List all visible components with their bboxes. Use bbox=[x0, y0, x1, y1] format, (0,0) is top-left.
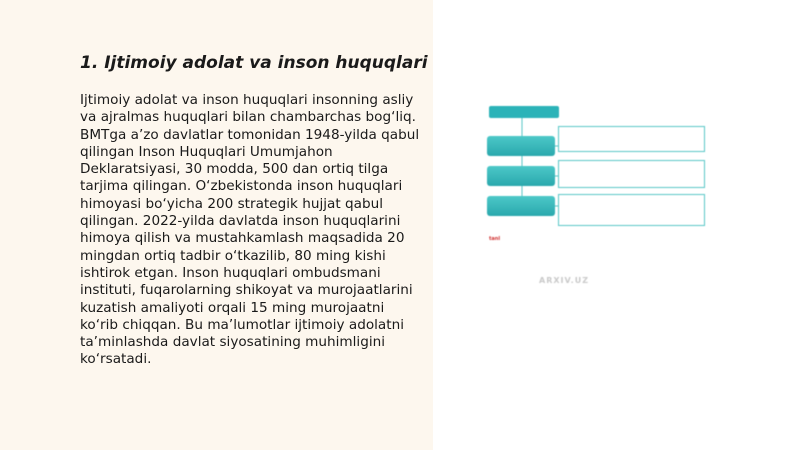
diagram-desc-2 bbox=[558, 160, 705, 188]
slide-body-text: Ijtimoiy adolat va inson huquqlari insonning asliy va ajralmas huquqlari bilan chambarchas bog‘liq. BMTga a’zo davlatlar tomonidan 1948-yilda qabul qilingan Inson Huquqlari Umumjahon Deklaratsiyasi, 30 modda, 500 dan ortiq tilga tarjima qilingan. O‘zbekistonda inson huquqlari himoyasi bo‘yicha 200 strategik hujjat qabul qilingan. 2022-yilda davlatda inson huquqlarini himoya qilish va mustahkamlash maqsadida 20 mingdan ortiq tadbir o‘tkazilib, 80 ming kishi ishtirok etgan. Inson huquqlari ombudsmani instituti, fuqarolarning shikoyat va murojaatlarini kuzatish amaliyoti orqali 15 ming murojaatni ko‘rib chiqqan. Bu ma’lumotlar ijtimoiy adolatni ta’minlashda davlat siyosatining muhimligini ko‘rsatadi. bbox=[80, 92, 420, 368]
diagram-header-box bbox=[489, 106, 559, 118]
diagram-box-2 bbox=[487, 166, 555, 186]
diagram-box-1 bbox=[487, 136, 555, 156]
diagram-footnote bbox=[489, 236, 724, 243]
slide-title: 1. Ijtimoiy adolat va inson huquqlari bbox=[80, 53, 428, 73]
diagram-accent-word: tanl bbox=[489, 236, 501, 242]
diagram-box-3 bbox=[487, 196, 555, 216]
watermark: ARXIV.UZ bbox=[539, 276, 589, 285]
diagram-desc-3 bbox=[558, 194, 705, 226]
diagram-desc-1 bbox=[558, 126, 705, 152]
diagram-image bbox=[484, 104, 724, 294]
